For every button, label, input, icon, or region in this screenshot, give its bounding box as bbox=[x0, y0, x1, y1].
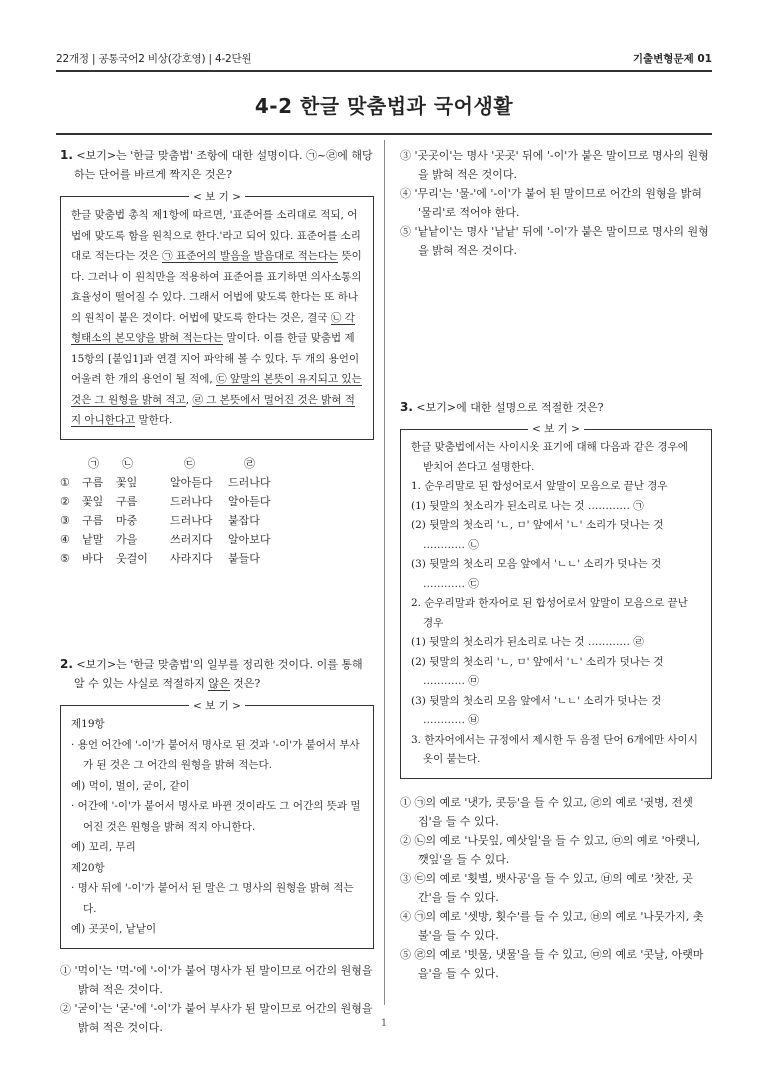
underlined-d: ㉣ 그 본뜻에서 멀어진 것은 밝혀 적지 아니한다고 bbox=[71, 393, 355, 426]
box-line: · 용언 어간에 '-이'가 붙어서 명사로 된 것과 '-이'가 붙어서 부사가 된 것은 그 어간의 원형을 밝혀 적는다. bbox=[71, 738, 360, 771]
option-2[interactable]: ② '굳이'는 '굳-'에 '-이'가 붙어 부사가 된 말이므로 어간의 원형을 밝혀 적은 것이다. bbox=[60, 1001, 373, 1034]
option-1[interactable]: ① ㉠의 예로 '냇가, 콧등'을 들 수 있고, ㉣의 예로 '귓병, 전셋집'을 들 수 있다. bbox=[400, 795, 693, 828]
box-line: 3. 한자어에서는 규정에서 제시한 두 음절 단어 6개에만 사이시옷이 붙는다. bbox=[411, 733, 698, 765]
box-line: 예) 먹이, 벌이, 굳이, 같이 bbox=[71, 779, 190, 792]
table-row[interactable]: ① bbox=[60, 475, 70, 489]
question-1-number: 1. bbox=[60, 148, 73, 162]
box-label: < 보 기 > bbox=[189, 696, 245, 717]
option-5[interactable]: ⑤ '낱낱이'는 명사 '낱낱' 뒤에 '-이'가 붙은 말이므로 명사의 원형을 밝혀 적은 것이다. bbox=[400, 225, 709, 257]
option-2[interactable]: ② ㉡의 예로 '나뭇잎, 예삿일'을 들 수 있고, ㉤의 예로 '아랫니, 깻잎'을 들 수 있다. bbox=[400, 833, 701, 866]
underlined-c: ㉢ 앞말의 본뜻이 유지되고 있는 것은 그 원형을 밝혀 적고 bbox=[71, 373, 362, 406]
box-line: (2) 뒷말의 첫소리 'ㄴ, ㅁ' 앞에서 'ㄴ' 소리가 덧나는 것 ………… ㉤ bbox=[411, 655, 664, 687]
box-line: (3) 뒷말의 첫소리 모음 앞에서 'ㄴㄴ' 소리가 덧나는 것 ………… ㉥ bbox=[411, 694, 662, 726]
box-line: (1) 뒷말의 첫소리가 된소리로 나는 것 ………… ㉠ bbox=[411, 499, 644, 512]
box-text: , bbox=[185, 393, 193, 406]
question-3-number: 3. bbox=[400, 400, 413, 414]
question-1-box bbox=[60, 191, 374, 440]
question-3-box bbox=[400, 423, 712, 779]
underlined-a: ㉠ 표준어의 발음을 발음대로 적는다는 bbox=[162, 250, 339, 262]
question-1-text: <보기>는 '한글 맞춤법' 조항에 대한 설명이다. ㉠~㉣에 해당하는 단어를 바르게 짝지은 것은? bbox=[74, 149, 373, 181]
box-line: (1) 뒷말의 첫소리가 된소리로 나는 것 ………… ㉣ bbox=[411, 636, 644, 648]
column-divider bbox=[384, 140, 385, 1005]
question-2-prompt: 2. <보기>는 '한글 맞춤법'의 일부를 정리한 것이다. 이를 통해 알 수 있는 사실로 적절하지 않은 것은? bbox=[60, 657, 363, 690]
box-line: 한글 맞춤법에서는 사이시옷 표기에 대해 다음과 같은 경우에 받치어 쓴다고 설명한다. bbox=[411, 441, 688, 473]
box-line: 제20항 bbox=[71, 861, 105, 874]
box-text: 한글 맞춤법 총칙 제1항에 따르면, '표준어를 소리대로 적되, 어법에 맞도록 함을 원칙으로 한다.'라고 되어 있다. 표준어를 소리대로 적는다는 것은 bbox=[71, 209, 361, 262]
box-line: · 어간에 '-이'가 붙어서 명사로 바뀐 것이라도 그 어간의 뜻과 멀어진 것은 원형을 밝혀 적지 아니한다. bbox=[71, 800, 361, 833]
page-title: 4-2 한글 맞춤법과 국어생활 bbox=[254, 94, 514, 118]
table-head: ㉡ bbox=[122, 456, 133, 470]
table-row[interactable]: ② bbox=[60, 494, 70, 508]
header-exam-label: 기출변형문제 01 bbox=[632, 53, 712, 65]
header-rule bbox=[56, 70, 712, 72]
box-line: (2) 뒷말의 첫소리 'ㄴ, ㅁ' 앞에서 'ㄴ' 소리가 덧나는 것 ………… ㉡ bbox=[411, 519, 664, 551]
page-number: 1 bbox=[380, 1018, 388, 1029]
question-2-continued bbox=[400, 146, 712, 260]
question-2-box bbox=[60, 700, 374, 949]
question-2-options-continued bbox=[400, 146, 712, 260]
table-head: ㉢ bbox=[184, 456, 195, 470]
underlined-b: ㉡ 각 형태소의 본모양을 밝혀 적는다는 bbox=[71, 311, 355, 344]
box-line: 예) 꼬리, 무리 bbox=[71, 841, 136, 853]
question-3-options bbox=[400, 793, 712, 983]
table-head: ㉣ bbox=[244, 456, 255, 470]
box-line: 예) 곳곳이, 낱낱이 bbox=[71, 923, 157, 935]
question-1-prompt bbox=[60, 146, 374, 184]
title-rule bbox=[56, 133, 712, 135]
table-row[interactable]: ③ bbox=[60, 513, 70, 527]
box-line: 제19항 bbox=[71, 718, 105, 730]
option-4[interactable]: ④ '무리'는 '물-'에 '-이'가 붙어 된 말이므로 어간의 원형을 밝혀 '물리'로 적어야 한다. bbox=[400, 187, 702, 219]
question-2-number: 2. bbox=[60, 657, 73, 671]
table-row[interactable]: ④ bbox=[60, 532, 70, 546]
option-3[interactable]: ③ ㉢의 예로 '횟별, 뱃사공'을 들 수 있고, ㉥의 예로 '찻잔, 곳간'을 들 수 있다. bbox=[400, 871, 693, 904]
box-line: (3) 뒷말의 첫소리 모음 앞에서 'ㄴㄴ' 소리가 덧나는 것 ………… ㉢ bbox=[411, 558, 662, 590]
box-line: · 명사 뒤에 '-이'가 붙어서 된 말은 그 명사의 원형을 밝혀 적는다. bbox=[71, 882, 354, 915]
box-line: 2. 순우리말과 한자어로 된 합성어로서 앞말이 모음으로 끝난 경우 bbox=[411, 597, 688, 629]
question-3 bbox=[400, 398, 712, 983]
option-5[interactable]: ⑤ ㉣의 예로 '빗물, 냇물'을 들 수 있고, ㉤의 예로 '콧날, 아랫마을'을 들 수 있다. bbox=[400, 947, 704, 980]
box-label: < 보 기 > bbox=[189, 187, 245, 208]
option-4[interactable]: ④ ㉠의 예로 '셋방, 횟수'를 들 수 있고, ㉥의 예로 '나뭇가지, 촛불'을 들 수 있다. bbox=[400, 909, 704, 942]
option-1[interactable]: ① '먹이'는 '먹-'에 '-이'가 붙어 명사가 된 말이므로 어간의 원형을 밝혀 적은 것이다. bbox=[60, 963, 373, 996]
header-course-info: 22개정 | 공통국어2 비상(강호영) | 4-2단원 bbox=[56, 53, 252, 65]
answer-table: ㉠ ㉡ ㉢ ㉣ ① 구름 꽃잎 알아듣다 드러나다 ② 꽃잎 구름 드러나다 알아듣다 ③ 구름 마중 드러나다 붙잡다 ④ 낱말 가을 쓰러지다 알아보다 ⑤ 바다 웃걸이 사라지다 붙들다 bbox=[60, 454, 374, 568]
table-row[interactable]: ⑤ bbox=[60, 551, 70, 565]
box-text: 말이다. 이를 한글 맞춤법 제15항의 [붙임1]과 연결 지어 파악해 볼 수 있다. 두 개의 용언이 어울려 한 개의 용언이 될 적에, bbox=[71, 332, 360, 385]
emphasis-not: 않은 bbox=[208, 677, 230, 690]
table-head: ㉠ bbox=[88, 456, 99, 470]
box-text: 뜻이다. 그러나 이 원칙만을 적용하여 표준어를 표기하면 의사소통의 효율성이 떨어질 수 있다. 그래서 어법에 맞도록 한다는 또 하나의 원칙이 붙은 것이다. 어법에 맞도록 한다는 것은, 결국 bbox=[71, 250, 362, 324]
question-1 bbox=[60, 146, 374, 568]
box-line: 1. 순우리말로 된 합성어로서 앞말이 모음으로 끝난 경우 bbox=[411, 480, 668, 492]
question-3-prompt: 3. <보기>에 대한 설명으로 적절한 것은? bbox=[400, 400, 604, 414]
question-2 bbox=[60, 655, 374, 1037]
option-3[interactable]: ③ '곳곳이'는 명사 '곳곳' 뒤에 '-이'가 붙은 말이므로 명사의 원형을 밝혀 적은 것이다. bbox=[400, 149, 709, 181]
box-label: < 보 기 > bbox=[528, 420, 584, 440]
box-text: 말한다. bbox=[135, 414, 173, 426]
